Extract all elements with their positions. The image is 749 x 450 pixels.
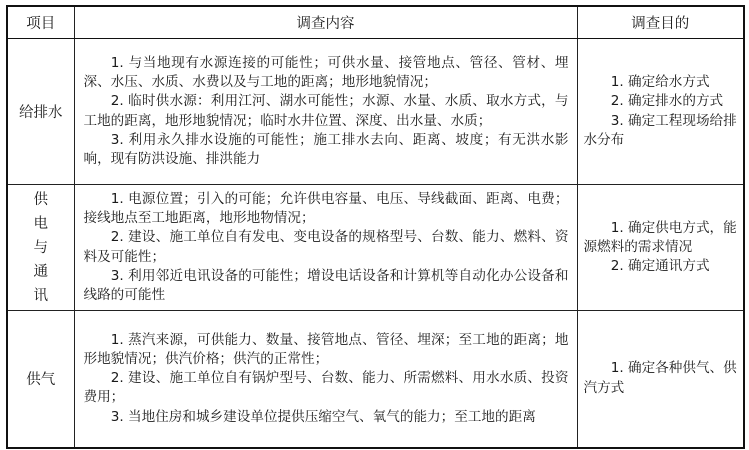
row-content <box>74 311 577 448</box>
purpose-line: 3. 确定工程现场给排水分布 <box>583 112 737 148</box>
purpose-line: 1. 确定各种供气、供汽方式 <box>583 360 737 396</box>
row-purpose <box>577 311 744 448</box>
row-item: 供气 <box>7 311 74 448</box>
table-row <box>7 39 744 185</box>
survey-table <box>6 5 745 449</box>
row-purpose <box>577 185 744 311</box>
row-purpose <box>577 39 744 185</box>
row-item-char: 通 <box>33 263 48 280</box>
table-row <box>7 185 744 311</box>
header-item: 项目 <box>7 6 74 39</box>
purpose-line: 2. 确定排水的方式 <box>610 93 724 110</box>
row-item <box>7 185 74 311</box>
row-item-char: 讯 <box>33 287 48 304</box>
row-item-char: 电 <box>33 215 48 232</box>
table-row <box>7 311 744 448</box>
content-line: 2. 建设、施工单位自有发电、变电设备的规格型号、台数、能力、燃料、资料及可能性； <box>83 229 569 265</box>
content-line: 3. 利用邻近电讯设备的可能性；增设电话设备和计算机等自动化办公设备和线路的可能性 <box>83 267 569 304</box>
purpose-line: 2. 确定通讯方式 <box>610 258 710 275</box>
row-item: 给排水 <box>7 39 74 185</box>
content-line: 2. 临时供水源：利用江河、湖水可能性；水源、水量、水质、取水方式，与工地的距离，地形地貌情况；临时水井位置、深度、出水量、水质； <box>83 93 569 129</box>
row-item-char: 供 <box>33 191 48 208</box>
content-line: 3. 利用永久排水设施的可能性；施工排水去向、距离、坡度；有无洪水影响，现有防洪设施、排洪能力 <box>83 131 569 168</box>
content-line: 1. 与当地现有水源连接的可能性；可供水量、接管地点、管径、管材、埋深、水压、水质、水费以及与工地的距离；地形地貌情况； <box>83 54 569 90</box>
purpose-line: 1. 确定供电方式，能源燃料的需求情况 <box>583 219 737 255</box>
header-row <box>7 6 744 39</box>
content-line: 3. 当地住房和城乡建设单位提供压缩空气、氧气的能力；至工地的距离 <box>110 408 536 425</box>
content-line: 1. 蒸汽来源，可供能力、数量、接管地点、管径、埋深；至工地的距离；地形地貌情况；供汽价格；供汽的正常性； <box>83 331 569 367</box>
header-content: 调查内容 <box>74 6 577 39</box>
row-item-char: 与 <box>33 239 48 256</box>
content-line: 2. 建设、施工单位自有锅炉型号、台数、能力、所需燃料、用水水质、投资费用； <box>83 370 569 406</box>
content-line: 1. 电源位置；引入的可能；允许供电容量、电压、导线截面、距离、电费；接线地点至工地距离，地形地物情况； <box>83 190 569 226</box>
purpose-line: 1. 确定给水方式 <box>610 73 710 90</box>
row-content <box>74 185 577 311</box>
header-purpose: 调查目的 <box>577 6 744 39</box>
row-content <box>74 39 577 185</box>
